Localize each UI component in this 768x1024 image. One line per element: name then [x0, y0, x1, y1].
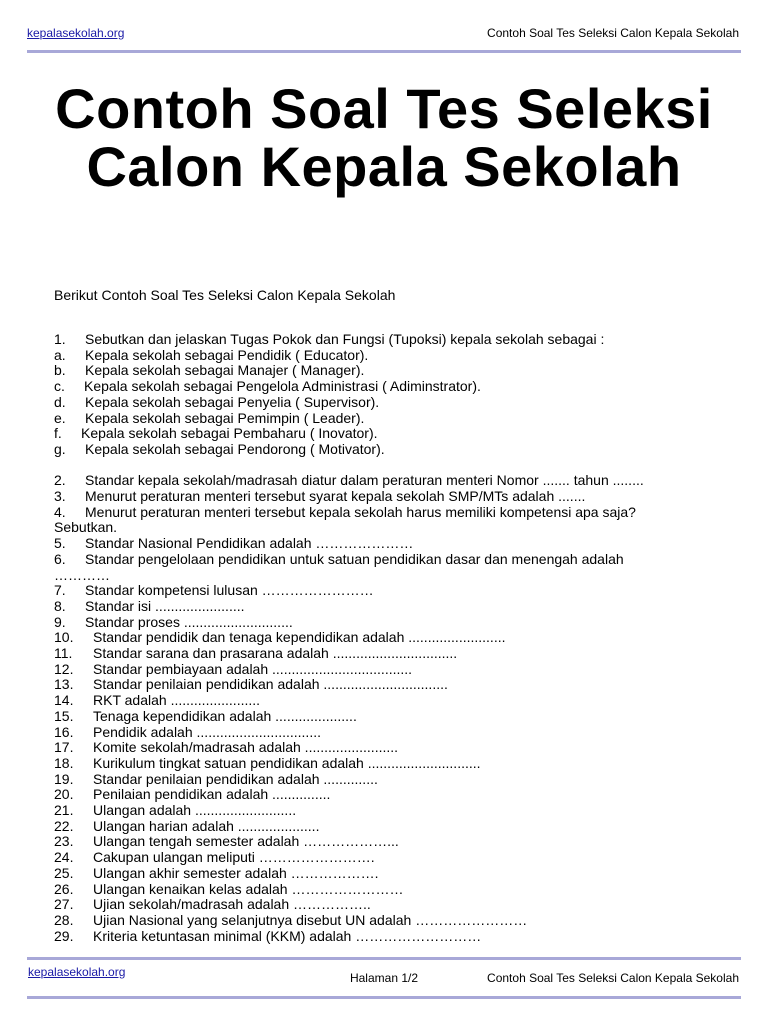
question-4: 4. Menurut peraturan menteri tersebut kepala sekolah harus memiliki kompetensi apa saja? [54, 503, 636, 520]
question-26: 26. Ulangan kenaikan kelas adalah …………………… [54, 880, 404, 897]
footer-site-link[interactable]: kepalasekolah.org [28, 965, 126, 979]
question-22: 22. Ulangan harian adalah ..................... [54, 817, 320, 834]
subitem-f: f. Kepala sekolah sebagai Pembaharu ( Inovator). [54, 425, 378, 442]
question-16: 16. Pendidik adalah ................................ [54, 723, 321, 740]
question-25: 25. Ulangan akhir semester adalah ………………. [54, 864, 379, 881]
header-site-link[interactable]: kepalasekolah.org [27, 26, 125, 40]
question-18: 18. Kurikulum tingkat satuan pendidikan adalah ............................. [54, 754, 481, 771]
question-7: 7. Standar kompetensi lulusan …………………… [54, 582, 374, 599]
question-list [54, 332, 728, 944]
question-text: Sebutkan dan jelaskan Tugas Pokok dan Fungsi (Tupoksi) kepala sekolah sebagai : [85, 331, 605, 347]
page-header [27, 20, 741, 53]
question-1 [54, 332, 728, 348]
question-20: 20. Penilaian pendidikan adalah ............... [54, 786, 331, 803]
question-21: 21. Ulangan adalah .......................... [54, 802, 297, 819]
question-13: 13. Standar penilaian pendidikan adalah ................................ [54, 676, 448, 693]
subitem-e: e. Kepala sekolah sebagai Pemimpin ( Leader). [54, 409, 365, 426]
footer-doc-title: Contoh Soal Tes Seleksi Calon Kepala Sekolah [487, 971, 739, 985]
subitem-b: b. Kepala sekolah sebagai Manajer ( Manager). [54, 362, 365, 379]
intro-text: Berikut Contoh Soal Tes Seleksi Calon Kepala Sekolah [54, 287, 396, 303]
question-10: 10. Standar pendidik dan tenaga kependidikan adalah ......................... [54, 629, 506, 646]
subitem-a: a. Kepala sekolah sebagai Pendidik ( Educator). [54, 346, 369, 363]
question-2: 2. Standar kepala sekolah/madrasah diatur dalam peraturan menteri Nomor ....... tahun ........ [54, 472, 644, 489]
question-12: 12. Standar pembiayaan adalah .................................... [54, 660, 413, 677]
question-23: 23. Ulangan tengah semester adalah ………………... [54, 833, 399, 850]
page-footer [27, 957, 741, 999]
question-19: 19. Standar penilaian pendidikan adalah .............. [54, 770, 378, 787]
header-doc-title: Contoh Soal Tes Seleksi Calon Kepala Sekolah [487, 26, 739, 40]
subitem-c: c. Kepala sekolah sebagai Pengelola Administrasi ( Adiminstrator). [54, 378, 481, 395]
question-17: 17. Komite sekolah/madrasah adalah ........................ [54, 739, 399, 756]
question-15: 15. Tenaga kependidikan adalah ..................... [54, 707, 357, 724]
question-29: 29. Kriteria ketuntasan minimal (KKM) adalah ……………………… [54, 927, 482, 944]
question-27: 27. Ujian sekolah/madrasah adalah …………….. [54, 896, 371, 913]
question-3: 3. Menurut peraturan menteri tersebut syarat kepala sekolah SMP/MTs adalah ....... [54, 488, 586, 505]
page-number: Halaman 1/2 [349, 971, 419, 985]
subitem-g: g. Kepala sekolah sebagai Pendorong ( Motivator). [54, 440, 385, 457]
subitem-d: d. Kepala sekolah sebagai Penyelia ( Supervisor). [54, 393, 380, 410]
question-9: 9. Standar proses ............................ [54, 613, 293, 630]
question-14: 14. RKT adalah ....................... [54, 692, 261, 709]
question-6-continuation: ………… [54, 566, 110, 583]
question-11: 11. Standar sarana dan prasarana adalah ................................ [54, 645, 458, 662]
question-5: 5. Standar Nasional Pendidikan adalah ………………… [54, 535, 414, 552]
question-28: 28. Ujian Nasional yang selanjutnya disebut UN adalah …………………… [54, 912, 528, 928]
question-8: 8. Standar isi ....................... [54, 597, 245, 614]
question-number: 1. [54, 331, 66, 347]
question-6: 6. Standar pengelolaan pendidikan untuk satuan pendidikan dasar dan menengah adalah [54, 550, 624, 567]
page-title: Contoh Soal Tes Seleksi Calon Kepala Sekolah [55, 77, 713, 198]
question-24: 24. Cakupan ulangan meliputi ……………………. [54, 849, 375, 866]
question-4-continuation: Sebutkan. [54, 519, 118, 536]
